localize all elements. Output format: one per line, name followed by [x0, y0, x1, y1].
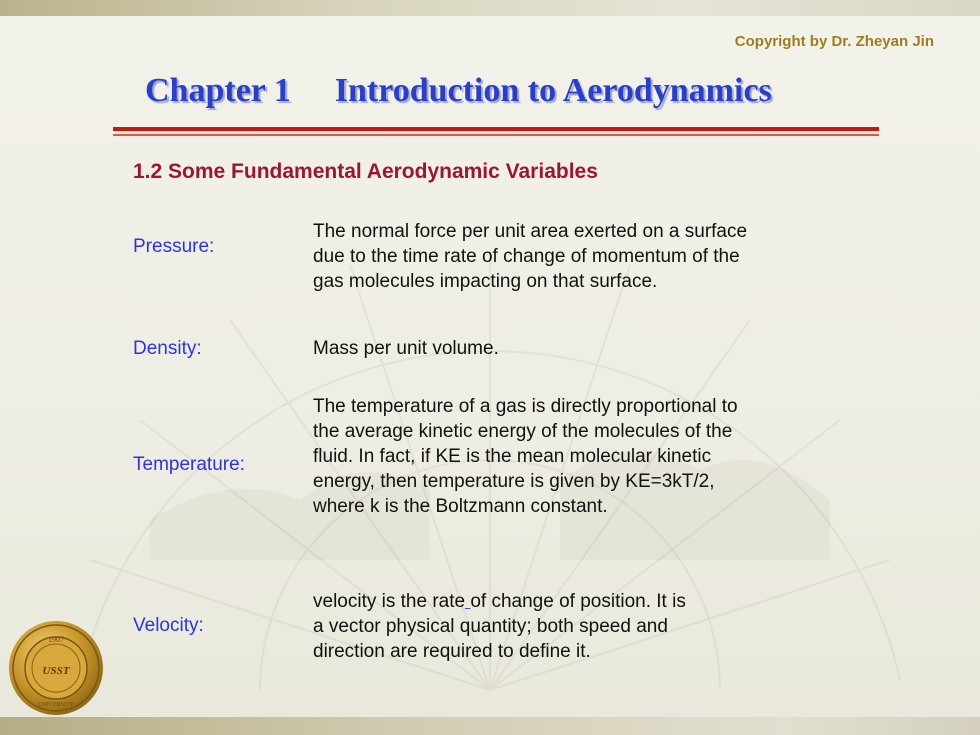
definition-line: a vector physical quantity; both speed and [313, 616, 668, 637]
seal-monogram: USST [42, 665, 70, 677]
definition-line: Mass per unit volume. [313, 338, 499, 359]
definition-density [313, 336, 888, 361]
definition-temperature [313, 394, 888, 519]
term-temperature: Temperature: [133, 454, 245, 475]
definition-line: The temperature of a gas is directly proportional to [313, 396, 738, 417]
definition-line: The normal force per unit area exerted on a surface [313, 221, 748, 242]
definition-velocity [313, 589, 888, 664]
definition-line: fluid. In fact, if KE is the mean molecular kinetic [313, 446, 712, 467]
definition-line: direction are required to define it. [313, 641, 591, 662]
definition-line: energy, then temperature is given by KE=3kT/2, [313, 471, 715, 492]
definition-pressure [313, 219, 888, 294]
title-rule-thin [113, 134, 879, 136]
definition-line: due to the time rate of change of momentum of the [313, 246, 740, 267]
term-density: Density: [133, 338, 202, 359]
chapter-name: Introduction to Aerodynamics [334, 72, 772, 109]
chapter-number: Chapter 1 [145, 72, 291, 109]
velocity-text-before: velocity is the rate [313, 591, 466, 612]
seal-year: 1907 [48, 635, 64, 644]
definition-line: the average kinetic energy of the molecules of the [313, 421, 733, 442]
page-title [145, 72, 772, 110]
definition-line: gas molecules impacting on that surface. [313, 271, 658, 292]
term-pressure: Pressure: [133, 236, 215, 257]
definition-line [313, 589, 888, 614]
term-velocity: Velocity: [133, 615, 204, 636]
velocity-text-after: of change of position. It is [470, 591, 686, 612]
definition-line: where k is the Boltzmann constant. [313, 496, 608, 517]
copyright-notice: Copyright by Dr. Zheyan Jin [734, 33, 934, 50]
bottom-band [0, 717, 980, 735]
title-rule-thick [113, 127, 879, 131]
university-seal-logo [8, 620, 104, 716]
seal-ring-text: UNIVERSITY [38, 702, 74, 708]
section-heading: 1.2 Some Fundamental Aerodynamic Variables [133, 160, 598, 183]
